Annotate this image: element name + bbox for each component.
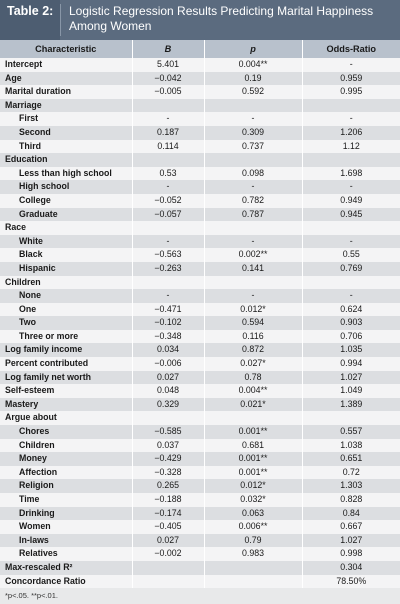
row-p-value: 0.983 xyxy=(204,547,302,561)
table-row xyxy=(0,425,400,439)
row-odds-ratio: 0.998 xyxy=(302,547,400,561)
row-characteristic: Percent contributed xyxy=(0,357,132,371)
row-characteristic: Three or more xyxy=(0,330,132,344)
row-b-value: −0.348 xyxy=(132,330,204,344)
row-b-value: 5.401 xyxy=(132,58,204,72)
row-p-value: 0.782 xyxy=(204,194,302,208)
row-characteristic: Graduate xyxy=(0,208,132,222)
row-p-value: 0.098 xyxy=(204,167,302,181)
table-row xyxy=(0,547,400,561)
row-characteristic: Mastery xyxy=(0,398,132,412)
table-title: Logistic Regression Results Predicting Marital Happiness Among Women xyxy=(69,4,374,33)
row-odds-ratio: 0.667 xyxy=(302,520,400,534)
table-row xyxy=(0,58,400,72)
row-characteristic: Age xyxy=(0,72,132,86)
table-row xyxy=(0,85,400,99)
row-b-value: −0.102 xyxy=(132,316,204,330)
table-row xyxy=(0,289,400,303)
row-characteristic: Relatives xyxy=(0,547,132,561)
row-odds-ratio: 0.959 xyxy=(302,72,400,86)
row-odds-ratio: 1.049 xyxy=(302,384,400,398)
table-row xyxy=(0,276,400,290)
table-row xyxy=(0,235,400,249)
row-b-value xyxy=(132,276,204,290)
row-characteristic: Log family income xyxy=(0,343,132,357)
row-odds-ratio: 0.945 xyxy=(302,208,400,222)
row-b-value: 0.329 xyxy=(132,398,204,412)
row-odds-ratio: 0.903 xyxy=(302,316,400,330)
regression-table xyxy=(0,40,400,588)
row-b-value: - xyxy=(132,112,204,126)
table-row xyxy=(0,99,400,113)
header-p: p xyxy=(204,40,302,58)
row-characteristic: Third xyxy=(0,140,132,154)
row-odds-ratio: - xyxy=(302,235,400,249)
table-row xyxy=(0,439,400,453)
row-characteristic: Time xyxy=(0,493,132,507)
row-b-value: 0.037 xyxy=(132,439,204,453)
row-odds-ratio: - xyxy=(302,289,400,303)
row-b-value: 0.048 xyxy=(132,384,204,398)
row-odds-ratio xyxy=(302,221,400,235)
row-p-value: 0.002** xyxy=(204,248,302,262)
row-p-value: 0.787 xyxy=(204,208,302,222)
row-odds-ratio: 0.84 xyxy=(302,507,400,521)
table-row xyxy=(0,575,400,589)
table-header-row xyxy=(0,40,400,58)
table-row xyxy=(0,534,400,548)
row-p-value: 0.681 xyxy=(204,439,302,453)
row-b-value: −0.006 xyxy=(132,357,204,371)
row-characteristic: High school xyxy=(0,180,132,194)
row-b-value: - xyxy=(132,289,204,303)
row-p-value: 0.309 xyxy=(204,126,302,140)
row-b-value: −0.002 xyxy=(132,547,204,561)
row-odds-ratio: - xyxy=(302,180,400,194)
row-odds-ratio: 0.949 xyxy=(302,194,400,208)
row-odds-ratio: 0.994 xyxy=(302,357,400,371)
row-odds-ratio: 1.027 xyxy=(302,534,400,548)
row-odds-ratio: 0.557 xyxy=(302,425,400,439)
row-p-value: 0.032* xyxy=(204,493,302,507)
row-b-value: −0.328 xyxy=(132,466,204,480)
table-row xyxy=(0,316,400,330)
row-odds-ratio: 0.55 xyxy=(302,248,400,262)
row-p-value: 0.012* xyxy=(204,303,302,317)
table-row xyxy=(0,248,400,262)
row-characteristic: Less than high school xyxy=(0,167,132,181)
row-b-value: −0.405 xyxy=(132,520,204,534)
row-characteristic: Black xyxy=(0,248,132,262)
table-row xyxy=(0,493,400,507)
table-row xyxy=(0,180,400,194)
row-odds-ratio: - xyxy=(302,58,400,72)
row-b-value: 0.53 xyxy=(132,167,204,181)
row-b-value: 0.114 xyxy=(132,140,204,154)
row-p-value: - xyxy=(204,180,302,194)
row-p-value: 0.063 xyxy=(204,507,302,521)
row-p-value: 0.872 xyxy=(204,343,302,357)
table-row xyxy=(0,398,400,412)
table-row xyxy=(0,140,400,154)
row-p-value: 0.012* xyxy=(204,479,302,493)
row-p-value: 0.006** xyxy=(204,520,302,534)
row-odds-ratio xyxy=(302,276,400,290)
row-b-value: −0.471 xyxy=(132,303,204,317)
row-b-value: - xyxy=(132,235,204,249)
row-odds-ratio: 1.303 xyxy=(302,479,400,493)
row-characteristic: Affection xyxy=(0,466,132,480)
row-odds-ratio: 78.50% xyxy=(302,575,400,589)
table-row xyxy=(0,194,400,208)
row-characteristic: Education xyxy=(0,153,132,167)
row-b-value xyxy=(132,153,204,167)
row-p-value: - xyxy=(204,289,302,303)
row-b-value xyxy=(132,411,204,425)
table-row xyxy=(0,343,400,357)
row-p-value: 0.004** xyxy=(204,384,302,398)
row-p-value: - xyxy=(204,235,302,249)
header-odds-ratio: Odds-Ratio xyxy=(302,40,400,58)
row-b-value: −0.057 xyxy=(132,208,204,222)
row-p-value: 0.592 xyxy=(204,85,302,99)
row-b-value: −0.052 xyxy=(132,194,204,208)
row-b-value: 0.187 xyxy=(132,126,204,140)
row-characteristic: Marriage xyxy=(0,99,132,113)
row-odds-ratio: 0.304 xyxy=(302,561,400,575)
row-characteristic: Children xyxy=(0,276,132,290)
row-characteristic: White xyxy=(0,235,132,249)
row-b-value: 0.034 xyxy=(132,343,204,357)
table-row xyxy=(0,112,400,126)
row-p-value xyxy=(204,153,302,167)
row-odds-ratio xyxy=(302,99,400,113)
row-characteristic: Chores xyxy=(0,425,132,439)
table-row xyxy=(0,208,400,222)
row-characteristic: Children xyxy=(0,439,132,453)
row-odds-ratio: 1.12 xyxy=(302,140,400,154)
row-p-value xyxy=(204,221,302,235)
table-row xyxy=(0,507,400,521)
row-p-value xyxy=(204,575,302,589)
row-b-value: −0.429 xyxy=(132,452,204,466)
row-p-value: 0.594 xyxy=(204,316,302,330)
table-row xyxy=(0,466,400,480)
table-row xyxy=(0,520,400,534)
table-row xyxy=(0,330,400,344)
table-row xyxy=(0,384,400,398)
row-p-value: 0.001** xyxy=(204,425,302,439)
row-odds-ratio: 0.624 xyxy=(302,303,400,317)
row-b-value: - xyxy=(132,180,204,194)
row-characteristic: Race xyxy=(0,221,132,235)
row-characteristic: College xyxy=(0,194,132,208)
row-p-value: 0.021* xyxy=(204,398,302,412)
row-odds-ratio xyxy=(302,153,400,167)
row-characteristic: Argue about xyxy=(0,411,132,425)
row-b-value: −0.188 xyxy=(132,493,204,507)
row-characteristic: None xyxy=(0,289,132,303)
table-number: Table 2: xyxy=(0,0,60,40)
row-b-value: −0.005 xyxy=(132,85,204,99)
row-b-value: −0.563 xyxy=(132,248,204,262)
row-b-value xyxy=(132,99,204,113)
row-characteristic: Religion xyxy=(0,479,132,493)
row-odds-ratio: 0.651 xyxy=(302,452,400,466)
row-odds-ratio: 0.995 xyxy=(302,85,400,99)
row-characteristic: Max-rescaled R² xyxy=(0,561,132,575)
row-p-value xyxy=(204,276,302,290)
header-characteristic: Characteristic xyxy=(0,40,132,58)
row-p-value: 0.141 xyxy=(204,262,302,276)
row-characteristic: Log family net worth xyxy=(0,371,132,385)
row-odds-ratio: 0.72 xyxy=(302,466,400,480)
row-p-value: 0.19 xyxy=(204,72,302,86)
table-row xyxy=(0,126,400,140)
row-p-value: 0.001** xyxy=(204,452,302,466)
row-odds-ratio: 0.828 xyxy=(302,493,400,507)
row-odds-ratio: 1.027 xyxy=(302,371,400,385)
row-characteristic: In-laws xyxy=(0,534,132,548)
row-b-value: −0.174 xyxy=(132,507,204,521)
table-row xyxy=(0,262,400,276)
row-b-value: −0.585 xyxy=(132,425,204,439)
row-odds-ratio xyxy=(302,411,400,425)
row-odds-ratio: 1.206 xyxy=(302,126,400,140)
row-characteristic: Self-esteem xyxy=(0,384,132,398)
row-p-value: 0.004** xyxy=(204,58,302,72)
row-b-value xyxy=(132,575,204,589)
row-characteristic: First xyxy=(0,112,132,126)
row-characteristic: One xyxy=(0,303,132,317)
table-row xyxy=(0,411,400,425)
table-row xyxy=(0,72,400,86)
table-row xyxy=(0,221,400,235)
table-body xyxy=(0,58,400,588)
row-p-value xyxy=(204,411,302,425)
row-b-value: −0.263 xyxy=(132,262,204,276)
row-p-value: 0.78 xyxy=(204,371,302,385)
row-characteristic: Drinking xyxy=(0,507,132,521)
table-footnote: *p<.05. **p<.01. xyxy=(5,591,58,600)
row-p-value xyxy=(204,99,302,113)
row-characteristic: Hispanic xyxy=(0,262,132,276)
row-b-value xyxy=(132,221,204,235)
table-row xyxy=(0,561,400,575)
table-title-bar xyxy=(0,0,400,40)
table-row xyxy=(0,371,400,385)
row-odds-ratio: 1.389 xyxy=(302,398,400,412)
row-b-value: 0.265 xyxy=(132,479,204,493)
row-p-value: 0.737 xyxy=(204,140,302,154)
row-characteristic: Intercept xyxy=(0,58,132,72)
row-odds-ratio: - xyxy=(302,112,400,126)
table-row xyxy=(0,479,400,493)
row-odds-ratio: 1.035 xyxy=(302,343,400,357)
row-characteristic: Money xyxy=(0,452,132,466)
row-odds-ratio: 0.706 xyxy=(302,330,400,344)
row-characteristic: Two xyxy=(0,316,132,330)
row-characteristic: Marital duration xyxy=(0,85,132,99)
row-odds-ratio: 1.698 xyxy=(302,167,400,181)
table-row xyxy=(0,167,400,181)
table-row xyxy=(0,357,400,371)
row-b-value: 0.027 xyxy=(132,371,204,385)
row-odds-ratio: 0.769 xyxy=(302,262,400,276)
row-p-value: - xyxy=(204,112,302,126)
row-b-value xyxy=(132,561,204,575)
row-odds-ratio: 1.038 xyxy=(302,439,400,453)
table-row xyxy=(0,452,400,466)
row-p-value: 0.116 xyxy=(204,330,302,344)
row-p-value: 0.027* xyxy=(204,357,302,371)
row-characteristic: Concordance Ratio xyxy=(0,575,132,589)
header-b: B xyxy=(132,40,204,58)
row-b-value: 0.027 xyxy=(132,534,204,548)
row-p-value xyxy=(204,561,302,575)
row-b-value: −0.042 xyxy=(132,72,204,86)
table-row xyxy=(0,153,400,167)
row-characteristic: Second xyxy=(0,126,132,140)
row-p-value: 0.001** xyxy=(204,466,302,480)
table-row xyxy=(0,303,400,317)
row-p-value: 0.79 xyxy=(204,534,302,548)
row-characteristic: Women xyxy=(0,520,132,534)
